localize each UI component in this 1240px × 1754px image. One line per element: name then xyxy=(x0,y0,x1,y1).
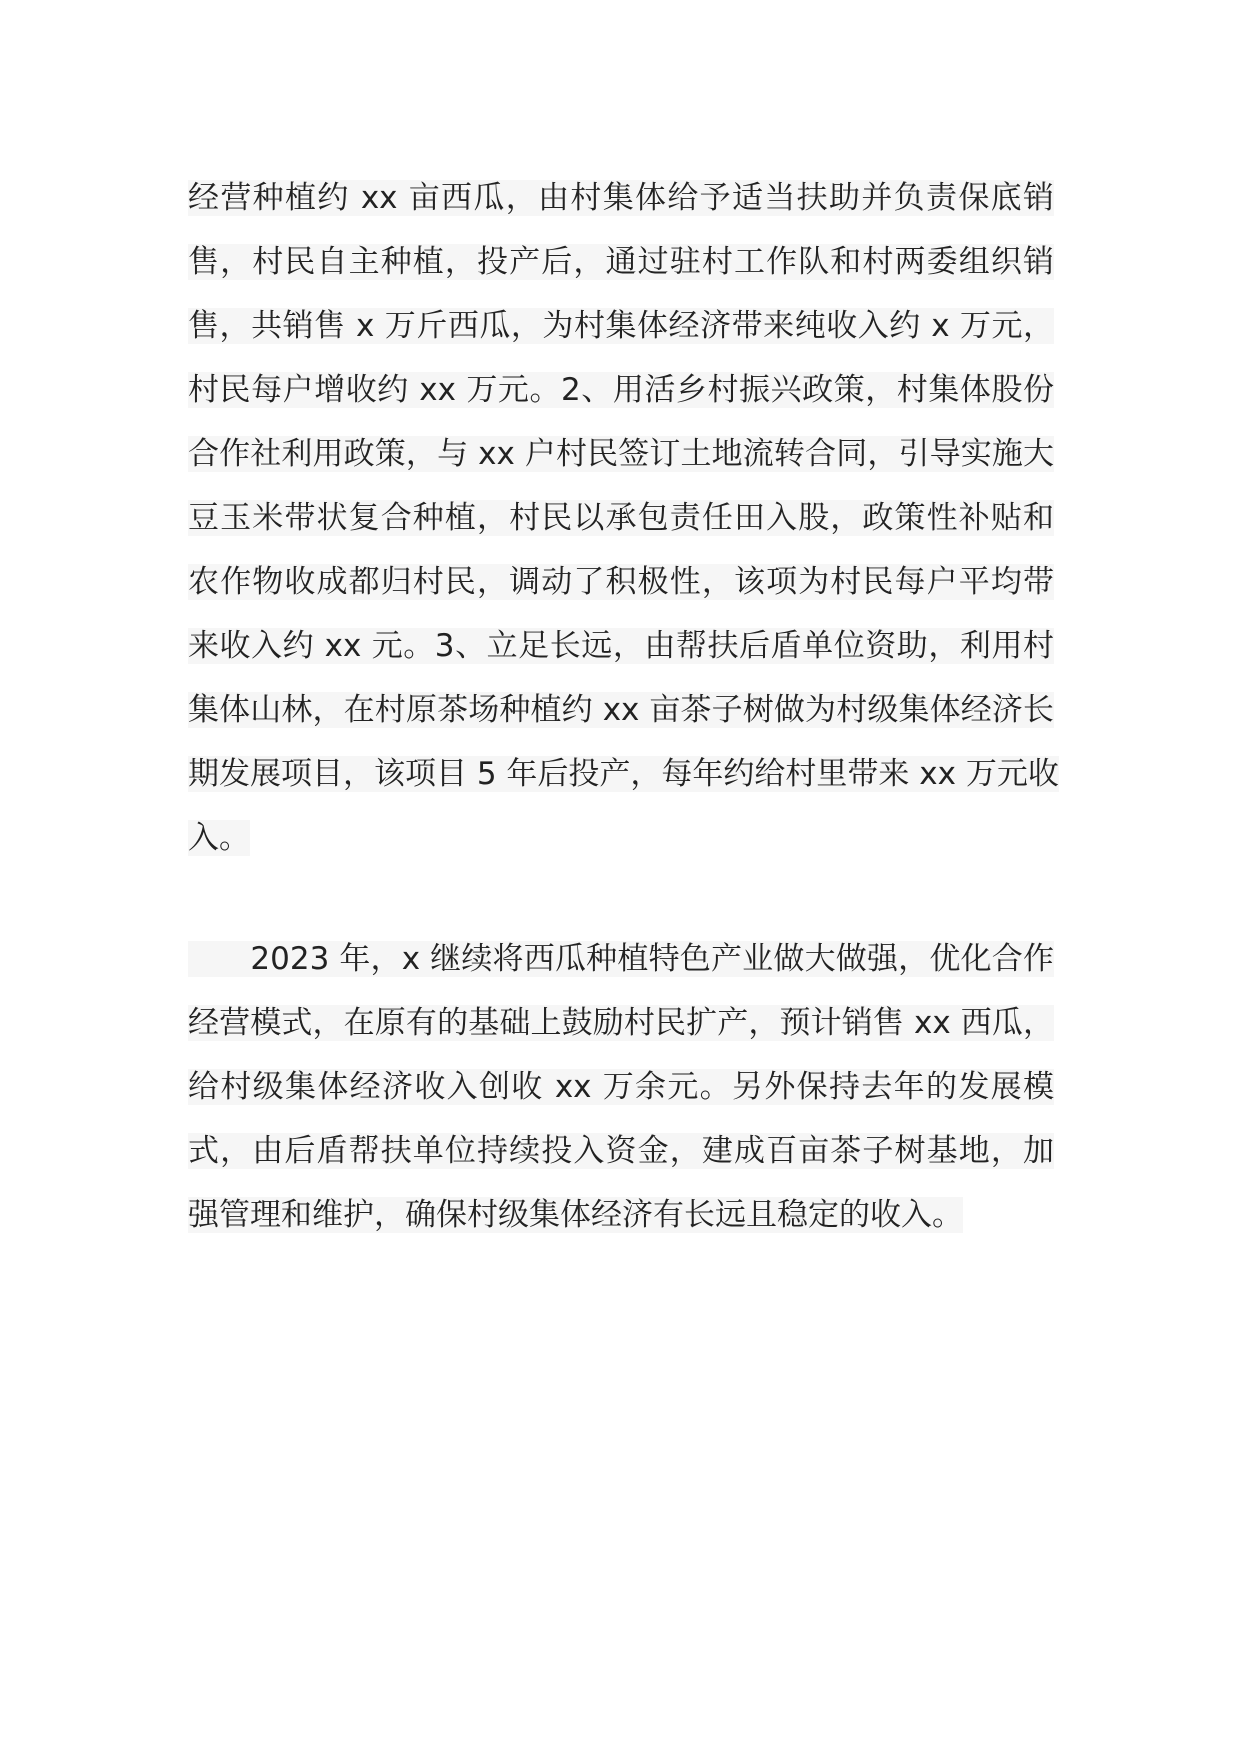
paragraph-2 xyxy=(188,927,1054,1247)
paragraph-line: 期发展项目，该项目 5 年后投产，每年约给村里带来 xx 万元收 xyxy=(188,756,1059,792)
paragraph-line: 售，村民自主种植，投产后，通过驻村工作队和村两委组织销 xyxy=(188,244,1054,280)
paragraph-line: 入。 xyxy=(188,820,250,856)
paragraph-line: 2023 年，x 继续将西瓜种植特色产业做大做强，优化合作 xyxy=(188,941,1054,977)
paragraph-line: 豆玉米带状复合种植，村民以承包责任田入股，政策性补贴和 xyxy=(188,500,1054,536)
paragraph-line: 来收入约 xx 元。3、立足长远，由帮扶后盾单位资助，利用村 xyxy=(188,628,1054,664)
paragraph-line: 经营模式，在原有的基础上鼓励村民扩产，预计销售 xx 西瓜， xyxy=(188,1005,1054,1041)
paragraph-line: 集体山林，在村原茶场种植约 xx 亩茶子树做为村级集体经济长 xyxy=(188,692,1054,728)
paragraph-line: 农作物收成都归村民，调动了积极性，该项为村民每户平均带 xyxy=(188,564,1054,600)
paragraph-1 xyxy=(188,166,1059,870)
paragraph-line: 给村级集体经济收入创收 xx 万余元。另外保持去年的发展模 xyxy=(188,1069,1054,1105)
paragraph-line: 合作社利用政策，与 xx 户村民签订土地流转合同，引导实施大 xyxy=(188,436,1054,472)
paragraph-line: 式，由后盾帮扶单位持续投入资金，建成百亩茶子树基地，加 xyxy=(188,1133,1054,1169)
paragraph-line: 村民每户增收约 xx 万元。2、用活乡村振兴政策，村集体股份 xyxy=(188,372,1054,408)
paragraph-line: 强管理和维护，确保村级集体经济有长远且稳定的收入。 xyxy=(188,1197,963,1233)
paragraph-line: 售，共销售 x 万斤西瓜，为村集体经济带来纯收入约 x 万元， xyxy=(188,308,1054,344)
paragraph-line: 经营种植约 xx 亩西瓜，由村集体给予适当扶助并负责保底销 xyxy=(188,180,1054,216)
